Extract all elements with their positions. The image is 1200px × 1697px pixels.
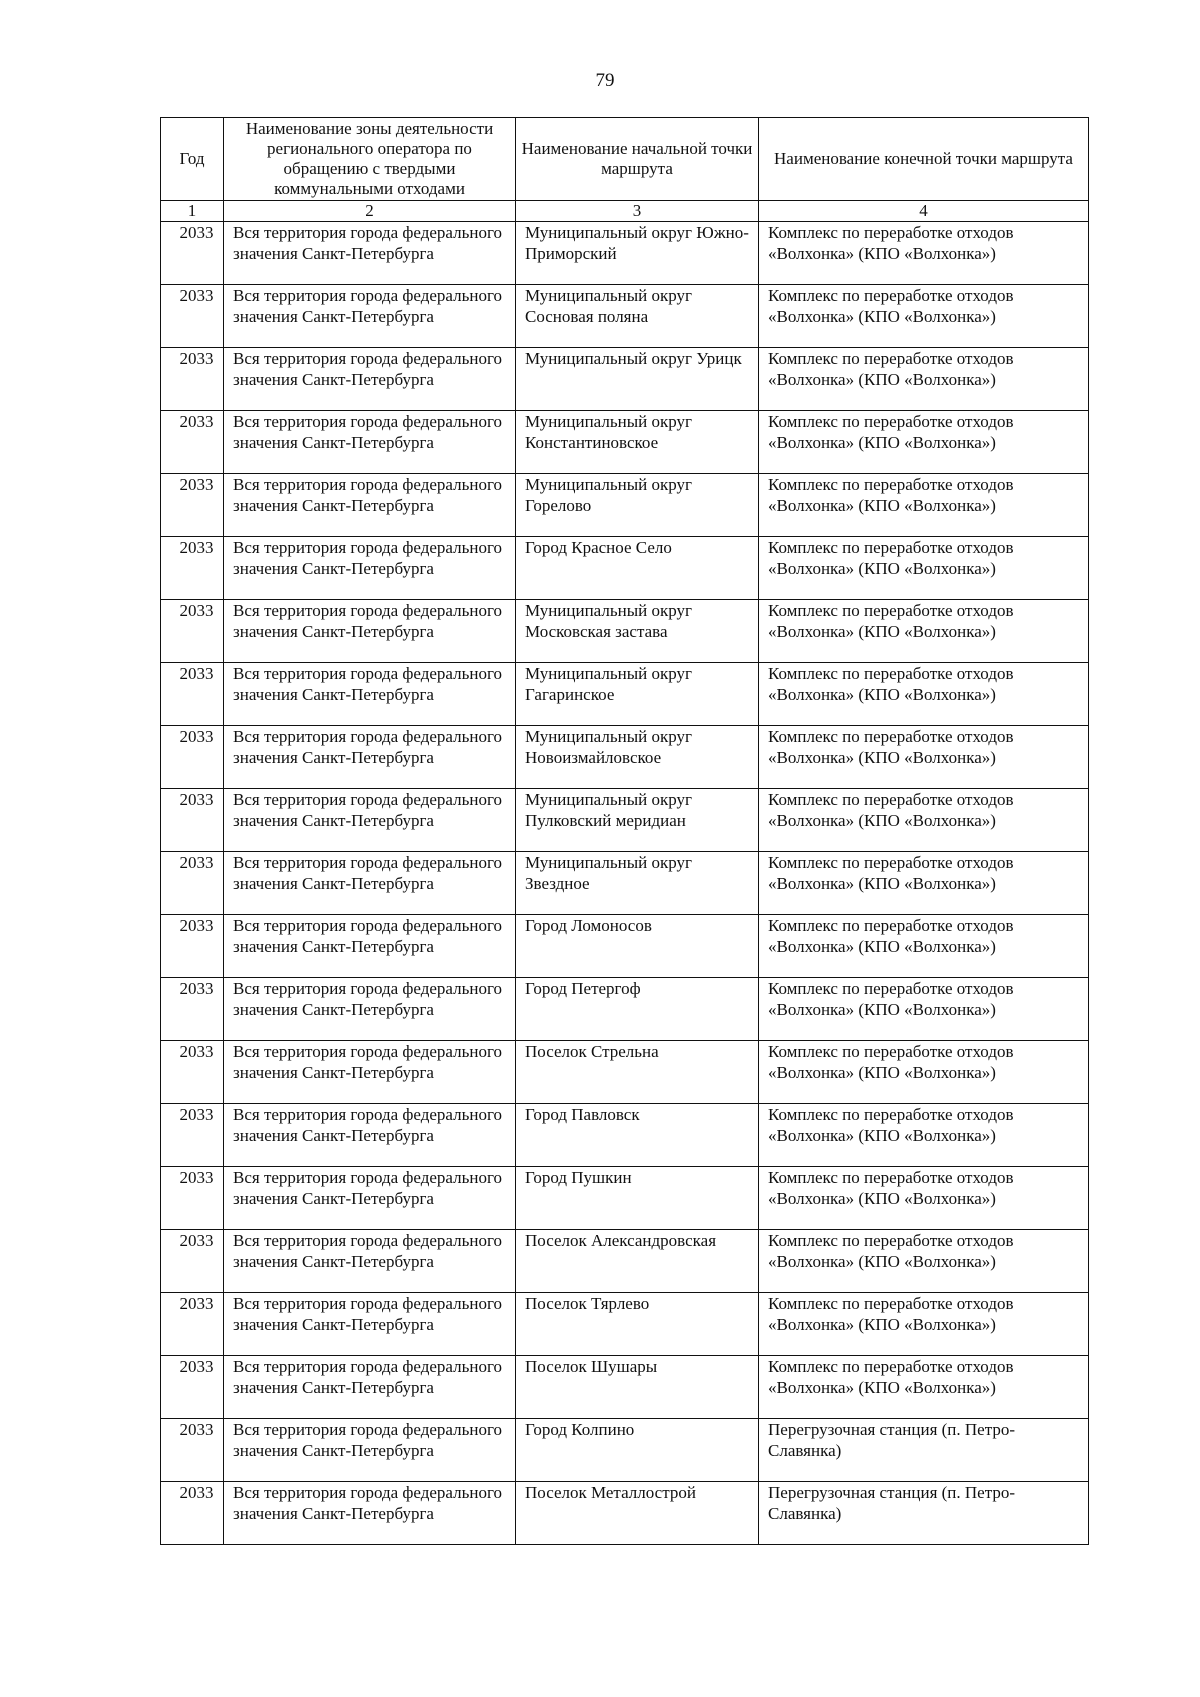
cell-year: 2033 <box>161 1230 224 1293</box>
table-row <box>161 852 1089 915</box>
table-row <box>161 1041 1089 1104</box>
cell-end-point: Комплекс по переработке отходов «Волхонка» (КПО «Волхонка») <box>759 789 1089 852</box>
table-row <box>161 1293 1089 1356</box>
table-row <box>161 789 1089 852</box>
cell-end-point: Комплекс по переработке отходов «Волхонка» (КПО «Волхонка») <box>759 1041 1089 1104</box>
cell-zone: Вся территория города федерального значения Санкт-Петербурга <box>224 1104 516 1167</box>
table-row <box>161 915 1089 978</box>
table-row <box>161 1356 1089 1419</box>
cell-start-point: Город Ломоносов <box>516 915 759 978</box>
cell-zone: Вся территория города федерального значения Санкт-Петербурга <box>224 726 516 789</box>
cell-zone: Вся территория города федерального значения Санкт-Петербурга <box>224 663 516 726</box>
cell-zone: Вся территория города федерального значения Санкт-Петербурга <box>224 852 516 915</box>
cell-year: 2033 <box>161 285 224 348</box>
cell-year: 2033 <box>161 537 224 600</box>
cell-start-point: Поселок Шушары <box>516 1356 759 1419</box>
table-row <box>161 285 1089 348</box>
cell-zone: Вся территория города федерального значения Санкт-Петербурга <box>224 600 516 663</box>
cell-year: 2033 <box>161 978 224 1041</box>
cell-end-point: Комплекс по переработке отходов «Волхонка» (КПО «Волхонка») <box>759 348 1089 411</box>
cell-end-point: Комплекс по переработке отходов «Волхонка» (КПО «Волхонка») <box>759 285 1089 348</box>
table-row <box>161 1230 1089 1293</box>
cell-zone: Вся территория города федерального значения Санкт-Петербурга <box>224 789 516 852</box>
cell-year: 2033 <box>161 411 224 474</box>
table-row <box>161 1167 1089 1230</box>
cell-year: 2033 <box>161 726 224 789</box>
cell-start-point: Муниципальный округ Московская застава <box>516 600 759 663</box>
cell-end-point: Комплекс по переработке отходов «Волхонка» (КПО «Волхонка») <box>759 1356 1089 1419</box>
cell-zone: Вся территория города федерального значения Санкт-Петербурга <box>224 978 516 1041</box>
cell-zone: Вся территория города федерального значения Санкт-Петербурга <box>224 411 516 474</box>
cell-start-point: Поселок Тярлево <box>516 1293 759 1356</box>
header-zone: Наименование зоны деятельности регионального оператора по обращению с твердыми коммунальными отходами <box>224 118 516 201</box>
cell-end-point: Комплекс по переработке отходов «Волхонка» (КПО «Волхонка») <box>759 915 1089 978</box>
cell-zone: Вся территория города федерального значения Санкт-Петербурга <box>224 474 516 537</box>
cell-start-point: Муниципальный округ Горелово <box>516 474 759 537</box>
cell-end-point: Комплекс по переработке отходов «Волхонка» (КПО «Волхонка») <box>759 537 1089 600</box>
cell-start-point: Муниципальный округ Новоизмайловское <box>516 726 759 789</box>
table-header-row <box>161 118 1089 201</box>
table-row <box>161 978 1089 1041</box>
cell-zone: Вся территория города федерального значения Санкт-Петербурга <box>224 1356 516 1419</box>
cell-start-point: Муниципальный округ Константиновское <box>516 411 759 474</box>
header-start-point: Наименование начальной точки маршрута <box>516 118 759 201</box>
cell-start-point: Муниципальный округ Южно-Приморский <box>516 222 759 285</box>
cell-end-point: Перегрузочная станция (п. Петро-Славянка) <box>759 1482 1089 1545</box>
table-row <box>161 1419 1089 1482</box>
cell-year: 2033 <box>161 852 224 915</box>
cell-start-point: Муниципальный округ Урицк <box>516 348 759 411</box>
column-number: 4 <box>759 201 1089 222</box>
cell-start-point: Город Пушкин <box>516 1167 759 1230</box>
table-row <box>161 411 1089 474</box>
cell-zone: Вся территория города федерального значения Санкт-Петербурга <box>224 1482 516 1545</box>
header-end-point: Наименование конечной точки маршрута <box>759 118 1089 201</box>
cell-start-point: Город Колпино <box>516 1419 759 1482</box>
cell-year: 2033 <box>161 1419 224 1482</box>
table-row <box>161 726 1089 789</box>
table-row <box>161 600 1089 663</box>
table-row <box>161 537 1089 600</box>
cell-zone: Вся территория города федерального значения Санкт-Петербурга <box>224 915 516 978</box>
cell-zone: Вся территория города федерального значения Санкт-Петербурга <box>224 1419 516 1482</box>
cell-end-point: Перегрузочная станция (п. Петро-Славянка) <box>759 1419 1089 1482</box>
table-row <box>161 1482 1089 1545</box>
table-row <box>161 474 1089 537</box>
cell-year: 2033 <box>161 348 224 411</box>
table-row <box>161 348 1089 411</box>
column-number: 1 <box>161 201 224 222</box>
cell-year: 2033 <box>161 1356 224 1419</box>
cell-year: 2033 <box>161 1167 224 1230</box>
cell-zone: Вся территория города федерального значения Санкт-Петербурга <box>224 1041 516 1104</box>
cell-end-point: Комплекс по переработке отходов «Волхонка» (КПО «Волхонка») <box>759 222 1089 285</box>
cell-start-point: Поселок Александровская <box>516 1230 759 1293</box>
cell-year: 2033 <box>161 474 224 537</box>
cell-zone: Вся территория города федерального значения Санкт-Петербурга <box>224 537 516 600</box>
cell-year: 2033 <box>161 600 224 663</box>
cell-end-point: Комплекс по переработке отходов «Волхонка» (КПО «Волхонка») <box>759 663 1089 726</box>
table-row <box>161 663 1089 726</box>
header-year: Год <box>161 118 224 201</box>
cell-end-point: Комплекс по переработке отходов «Волхонка» (КПО «Волхонка») <box>759 600 1089 663</box>
cell-start-point: Город Петергоф <box>516 978 759 1041</box>
cell-end-point: Комплекс по переработке отходов «Волхонка» (КПО «Волхонка») <box>759 726 1089 789</box>
cell-end-point: Комплекс по переработке отходов «Волхонка» (КПО «Волхонка») <box>759 978 1089 1041</box>
cell-start-point: Муниципальный округ Звездное <box>516 852 759 915</box>
cell-zone: Вся территория города федерального значения Санкт-Петербурга <box>224 1167 516 1230</box>
column-number: 3 <box>516 201 759 222</box>
cell-year: 2033 <box>161 1104 224 1167</box>
cell-year: 2033 <box>161 663 224 726</box>
cell-zone: Вся территория города федерального значения Санкт-Петербурга <box>224 348 516 411</box>
cell-year: 2033 <box>161 789 224 852</box>
column-number: 2 <box>224 201 516 222</box>
cell-start-point: Город Красное Село <box>516 537 759 600</box>
cell-end-point: Комплекс по переработке отходов «Волхонка» (КПО «Волхонка») <box>759 1230 1089 1293</box>
cell-zone: Вся территория города федерального значения Санкт-Петербурга <box>224 285 516 348</box>
cell-start-point: Поселок Стрельна <box>516 1041 759 1104</box>
cell-zone: Вся территория города федерального значения Санкт-Петербурга <box>224 1230 516 1293</box>
cell-end-point: Комплекс по переработке отходов «Волхонка» (КПО «Волхонка») <box>759 474 1089 537</box>
cell-year: 2033 <box>161 915 224 978</box>
cell-start-point: Поселок Металлострой <box>516 1482 759 1545</box>
route-table <box>160 117 1089 1545</box>
cell-year: 2033 <box>161 1293 224 1356</box>
cell-start-point: Муниципальный округ Сосновая поляна <box>516 285 759 348</box>
cell-year: 2033 <box>161 1041 224 1104</box>
cell-end-point: Комплекс по переработке отходов «Волхонка» (КПО «Волхонка») <box>759 1167 1089 1230</box>
page-number: 79 <box>595 70 615 91</box>
table-row <box>161 222 1089 285</box>
cell-end-point: Комплекс по переработке отходов «Волхонка» (КПО «Волхонка») <box>759 411 1089 474</box>
cell-start-point: Муниципальный округ Пулковский меридиан <box>516 789 759 852</box>
column-number-row <box>161 201 1089 222</box>
cell-start-point: Город Павловск <box>516 1104 759 1167</box>
cell-end-point: Комплекс по переработке отходов «Волхонка» (КПО «Волхонка») <box>759 852 1089 915</box>
cell-end-point: Комплекс по переработке отходов «Волхонка» (КПО «Волхонка») <box>759 1293 1089 1356</box>
cell-zone: Вся территория города федерального значения Санкт-Петербурга <box>224 1293 516 1356</box>
cell-year: 2033 <box>161 1482 224 1545</box>
cell-start-point: Муниципальный округ Гагаринское <box>516 663 759 726</box>
cell-zone: Вся территория города федерального значения Санкт-Петербурга <box>224 222 516 285</box>
cell-end-point: Комплекс по переработке отходов «Волхонка» (КПО «Волхонка») <box>759 1104 1089 1167</box>
table-row <box>161 1104 1089 1167</box>
cell-year: 2033 <box>161 222 224 285</box>
table-body <box>161 222 1089 1545</box>
